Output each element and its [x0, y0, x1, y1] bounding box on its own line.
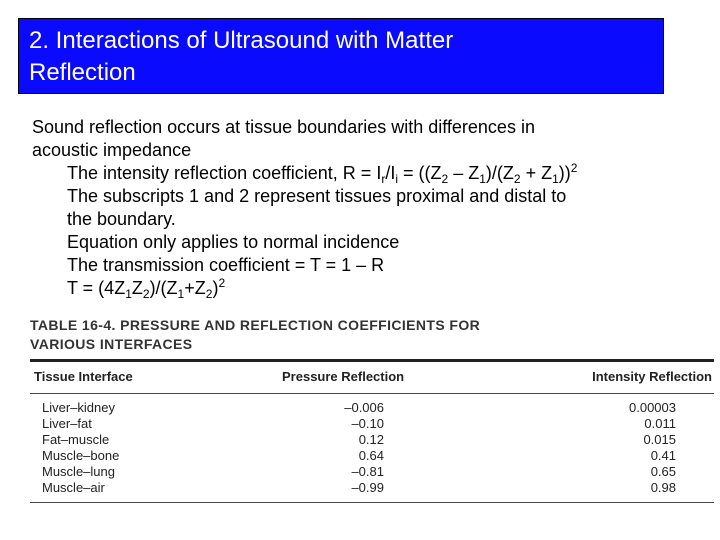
table-header-rule — [30, 393, 714, 394]
cell-pressure: –0.006 — [344, 400, 384, 415]
table-caption-line-2: VARIOUS INTERFACES — [30, 336, 193, 352]
reflection-equation: The intensity reflection coefficient, $R = I_r/I_i = ((Z_2 - Z_1)/(Z_2 + Z_1))^2$ — [67, 161, 578, 186]
table-row — [30, 432, 714, 448]
cell-intensity: 0.011 — [644, 416, 676, 431]
body-line-1: Sound reflection occurs at tissue boundaries with differences in — [32, 117, 535, 137]
transmission-equation: $T = (4Z_1Z_2)/(Z_1+Z_2)^2$ — [67, 276, 226, 301]
cell-pressure: 0.64 — [358, 448, 384, 463]
body-line-7: The transmission coefficient = T = 1 – R — [67, 255, 385, 275]
table-caption-line-1: TABLE 16-4. PRESSURE AND REFLECTION COEFFICIENTS FOR — [30, 317, 481, 333]
cell-pressure: –0.81 — [351, 464, 384, 479]
cell-intensity: 0.41 — [650, 448, 676, 463]
cell-interface: Fat–muscle — [42, 432, 110, 447]
cell-interface: Liver–fat — [42, 416, 92, 431]
cell-intensity: 0.65 — [650, 464, 676, 479]
header-intensity-reflection: Intensity Reflection — [592, 369, 712, 384]
cell-interface: Liver–kidney — [42, 400, 115, 415]
body-line-4: The subscripts 1 and 2 represent tissues proximal and distal to — [67, 186, 567, 206]
cell-interface: Muscle–bone — [42, 448, 120, 463]
cell-intensity: 0.015 — [643, 432, 676, 447]
table-row — [30, 464, 714, 480]
header-tissue-interface: Tissue Interface — [34, 369, 133, 384]
cell-intensity: 0.98 — [650, 480, 676, 495]
cell-pressure: –0.99 — [351, 480, 384, 495]
body-line-5: the boundary. — [67, 209, 176, 229]
table-row — [30, 448, 714, 464]
body-line-2: acoustic impedance — [32, 140, 192, 160]
table-body — [30, 400, 714, 496]
header-pressure-reflection: Pressure Reflection — [282, 369, 405, 384]
slide-title-banner — [18, 18, 664, 94]
cell-interface: Muscle–lung — [42, 464, 115, 479]
slide-body — [32, 116, 682, 300]
table-row — [30, 416, 714, 432]
table-row — [30, 480, 714, 496]
body-line-6: Equation only applies to normal incidence — [67, 232, 400, 252]
reflection-table — [30, 316, 714, 520]
table-bottom-rule — [30, 502, 714, 503]
table-top-rule — [30, 359, 714, 362]
slide-subtitle: Reflection — [29, 59, 136, 86]
table-row — [30, 400, 714, 416]
cell-intensity: 0.00003 — [629, 400, 676, 415]
cell-interface: Muscle–air — [42, 480, 105, 495]
cell-pressure: 0.12 — [358, 432, 384, 447]
cell-pressure: –0.10 — [351, 416, 384, 431]
slide-title: 2. Interactions of Ultrasound with Matter — [29, 27, 454, 54]
